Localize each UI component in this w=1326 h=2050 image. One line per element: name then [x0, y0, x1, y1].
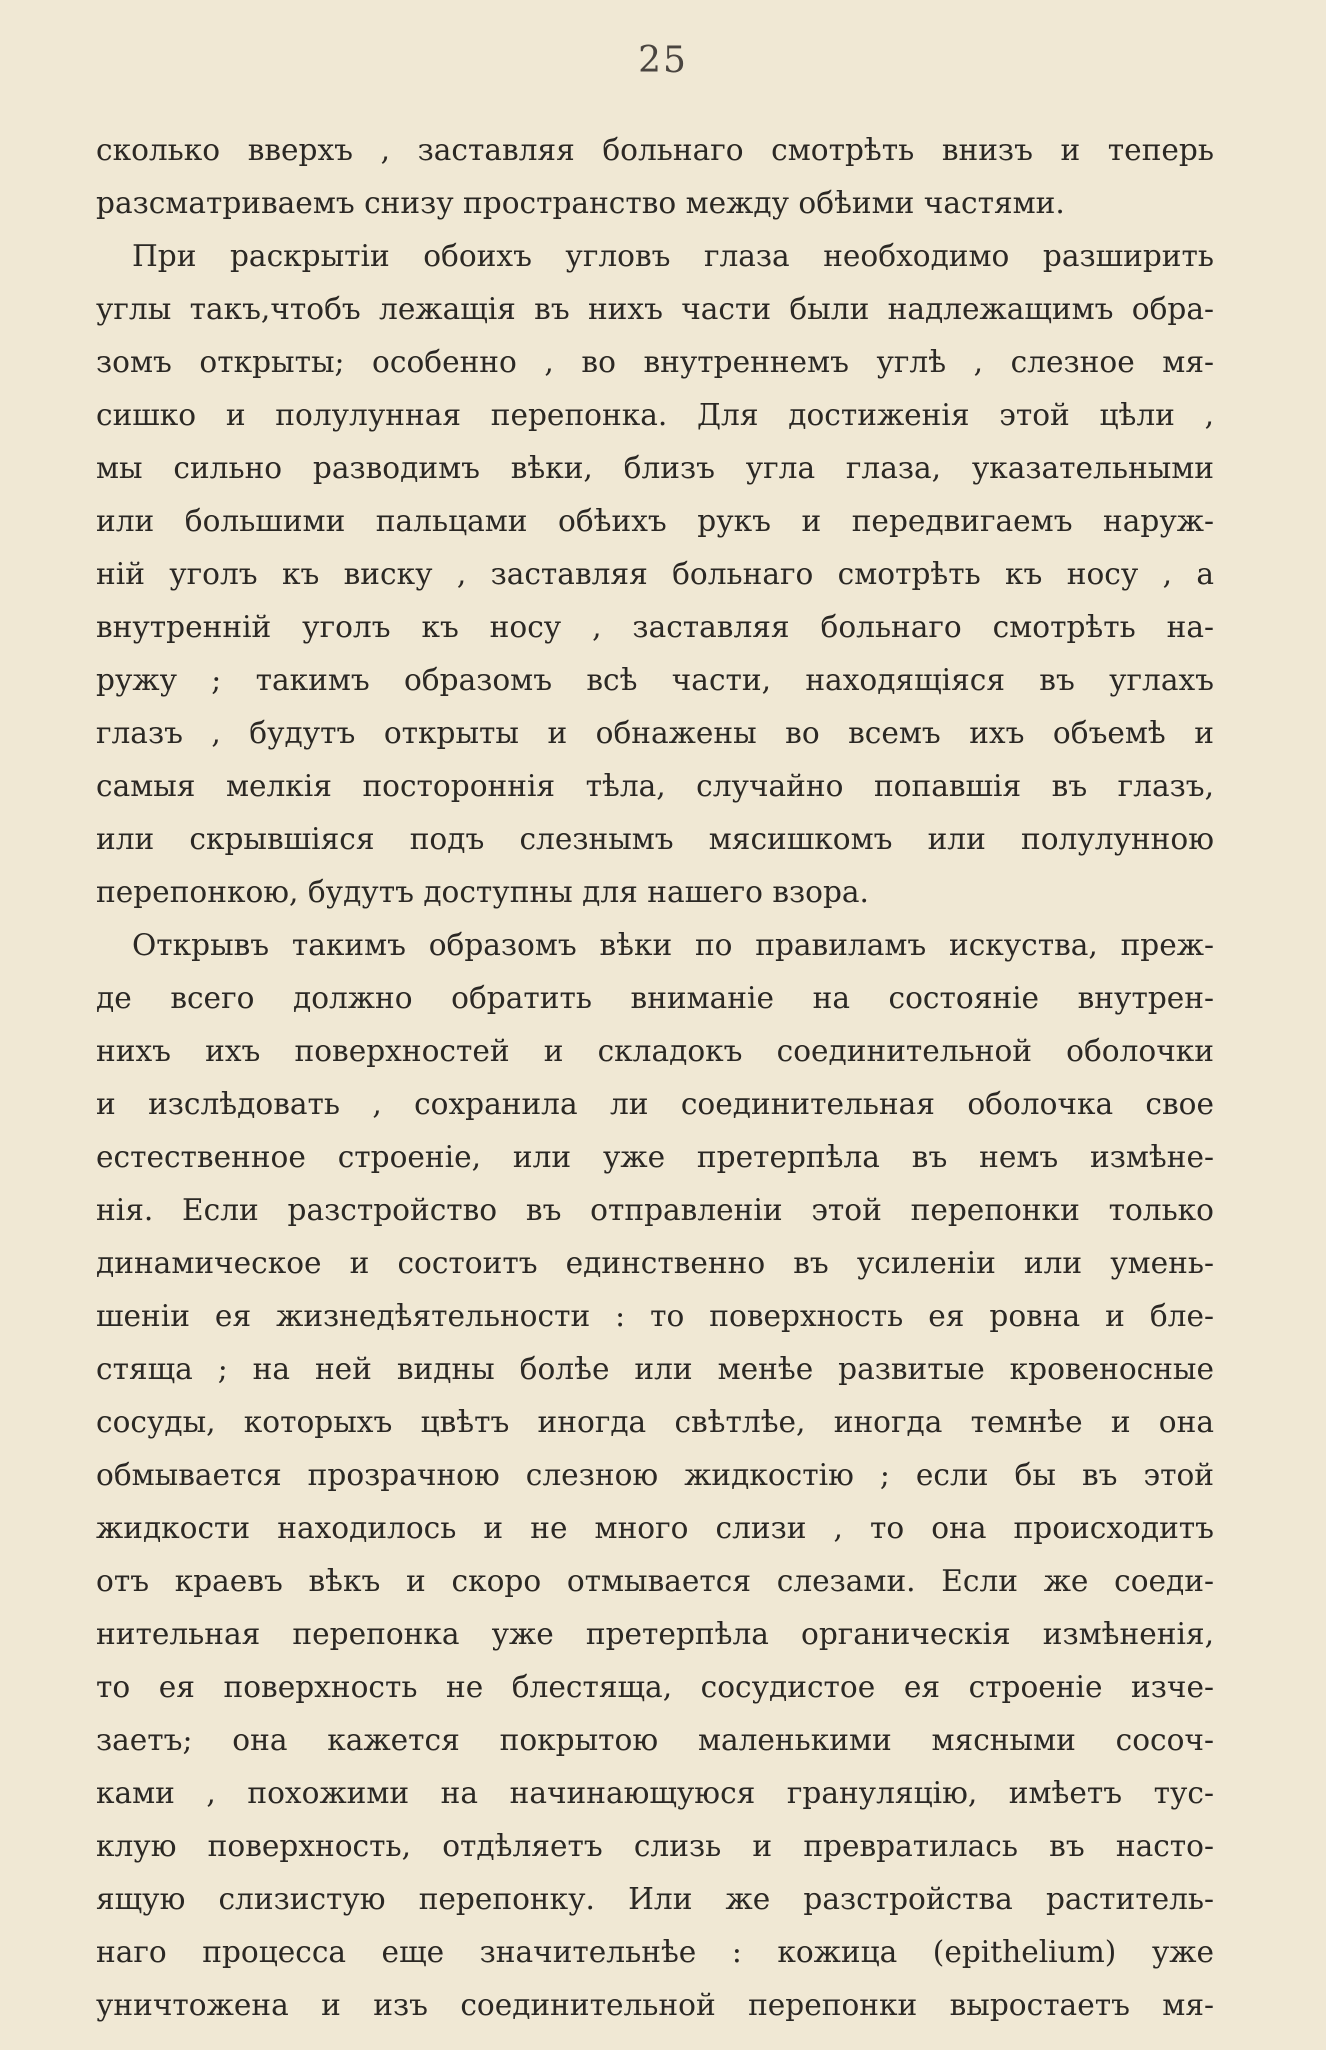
text-line: ящую слизистую перепонку. Или же разстройства раститель- — [96, 1882, 1214, 1916]
text-line: и изслѣдовать , сохранила ли соединительная оболочка свое — [96, 1087, 1214, 1121]
text-line: глазъ , будутъ открыты и обнажены во всемъ ихъ объемѣ и — [96, 716, 1214, 750]
text-line: клую поверхность, отдѣляетъ слизь и превратилась въ насто- — [96, 1829, 1214, 1863]
text-line: естественное строеніе, или уже претерпѣла въ немъ измѣне- — [96, 1140, 1214, 1174]
text-line: мы сильно разводимъ вѣки, близъ угла глаза, указательными — [96, 451, 1214, 485]
text-line: или скрывшіяся подъ слезнымъ мясишкомъ или полулунною — [96, 822, 1214, 856]
text-line: Открывъ такимъ образомъ вѣки по правиламъ искуства, преж- — [132, 928, 1214, 962]
text-line: нительная перепонка уже претерпѣла органическія измѣненія, — [96, 1617, 1214, 1651]
text-line: самыя мелкія постороннія тѣла, случайно попавшія въ глазъ, — [96, 769, 1214, 803]
text-line: ками , похожими на начинающуюся грануляцію, имѣетъ тус- — [96, 1776, 1214, 1810]
text-line: разсматриваемъ снизу пространство между обѣими частями. — [96, 186, 1065, 220]
text-line: динамическое и состоитъ единственно въ усиленіи или умень- — [96, 1246, 1214, 1280]
text-line: сосуды, которыхъ цвѣтъ иногда свѣтлѣе, иногда темнѣе и она — [96, 1405, 1214, 1439]
body-text — [96, 124, 1214, 2032]
text-line: зомъ открыты; особенно , во внутреннемъ углѣ , слезное мя- — [96, 345, 1214, 379]
page-number: 25 — [638, 40, 688, 81]
text-line: стяща ; на ней видны болѣе или менѣе развитые кровеносные — [96, 1352, 1214, 1386]
text-line: отъ краевъ вѣкъ и скоро отмывается слезами. Если же соеди- — [96, 1564, 1214, 1598]
text-line: сколько вверхъ , заставляя больнаго смотрѣть внизъ и теперь — [96, 133, 1214, 167]
text-line: заетъ; она кажется покрытою маленькими мясными сосоч- — [96, 1723, 1214, 1757]
text-line: ній уголъ къ виску , заставляя больнаго смотрѣть къ носу , а — [96, 557, 1214, 591]
text-line: или большими пальцами обѣихъ рукъ и передвигаемъ наруж- — [96, 504, 1214, 538]
text-line: шеніи ея жизнедѣятельности : то поверхность ея ровна и бле- — [96, 1299, 1214, 1333]
text-line: обмывается прозрачною слезною жидкостію ; если бы въ этой — [96, 1458, 1214, 1492]
text-line: перепонкою, будутъ доступны для нашего взора. — [96, 875, 869, 909]
text-line: При раскрытіи обоихъ угловъ глаза необходимо разширить — [132, 239, 1214, 273]
text-line: то ея поверхность не блестяща, сосудистое ея строеніе изче- — [96, 1670, 1214, 1704]
text-line: внутренній уголъ къ носу , заставляя больнаго смотрѣть на- — [96, 610, 1214, 644]
text-line: нихъ ихъ поверхностей и складокъ соединительной оболочки — [96, 1034, 1214, 1068]
text-line: сишко и полулунная перепонка. Для достиженія этой цѣли , — [96, 398, 1214, 432]
text-line: жидкости находилось и не много слизи , то она происходитъ — [96, 1511, 1214, 1545]
text-line: наго процесса еще значительнѣе : кожица (epithelium) уже — [96, 1935, 1214, 1969]
text-line: нія. Если разстройство въ отправленіи этой перепонки только — [96, 1193, 1214, 1227]
text-line: уничтожена и изъ соединительной перепонки выростаетъ мя- — [96, 1988, 1214, 2022]
text-line: углы такъ,чтобъ лежащія въ нихъ части были надлежащимъ обра- — [96, 292, 1214, 326]
text-line: де всего должно обратить вниманіе на состояніе внутрен- — [96, 981, 1214, 1015]
text-line: ружу ; такимъ образомъ всѣ части, находящіяся въ углахъ — [96, 663, 1214, 697]
